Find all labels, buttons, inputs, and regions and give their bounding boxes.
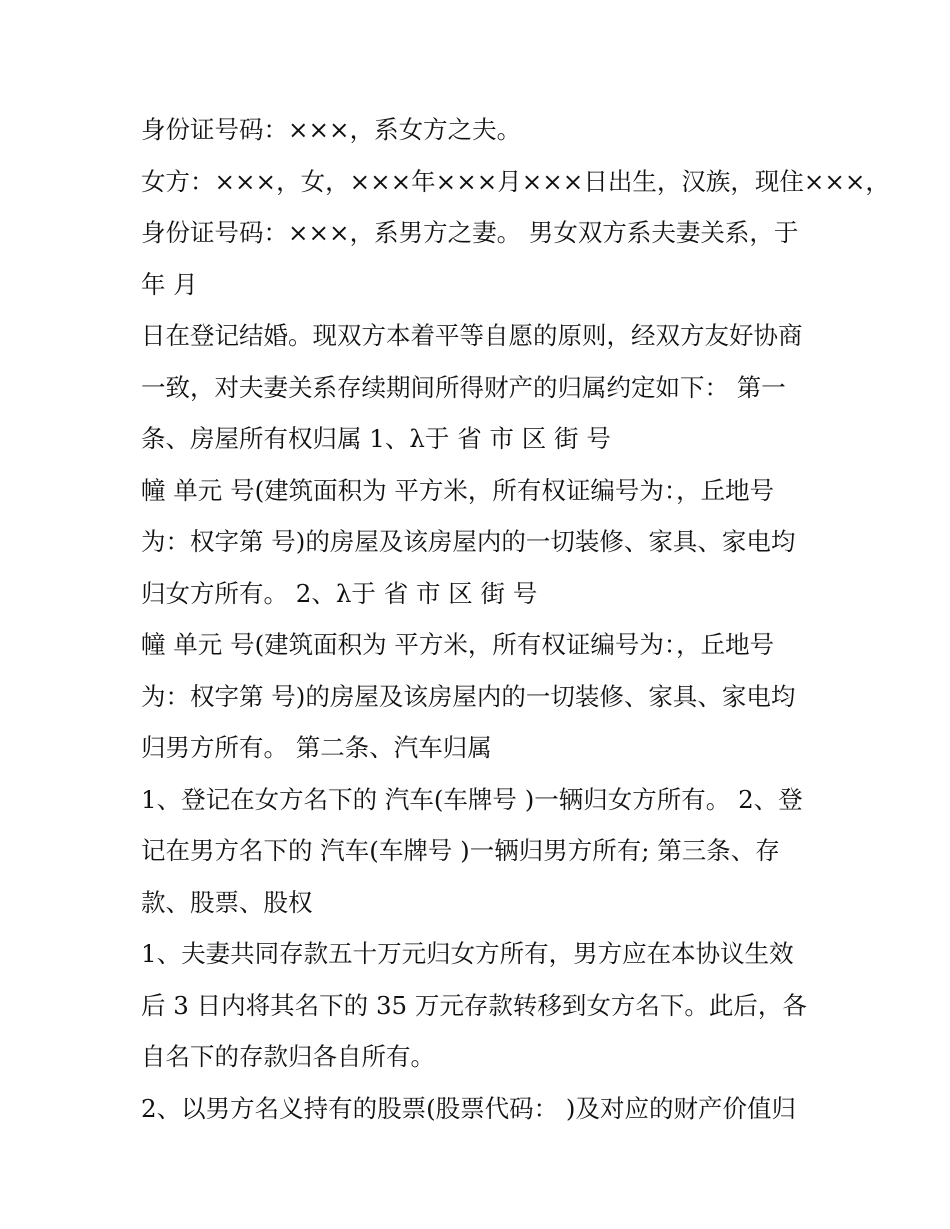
text-line: 记在男方名下的 汽车(车牌号 )一辆归男方所有; 第三条、存 xyxy=(141,836,780,865)
text-line: 1、夫妻共同存款五十万元归女方所有，男方应在本协议生效 xyxy=(141,939,794,968)
text-line: 条、房屋所有权归属 1、λ于 省 市 区 街 号 xyxy=(141,424,611,453)
text-line: 归男方所有。 第二条、汽车归属 xyxy=(141,733,492,762)
text-line: 一致，对夫妻关系存续期间所得财产的归属约定如下： 第一 xyxy=(141,372,786,402)
text-line: 幢 单元 号(建筑面积为 平方米，所有权证编号为：，丘地号 xyxy=(141,475,775,505)
text-line: 自名下的存款归各自所有。 xyxy=(141,1042,435,1071)
text-line: 款、股票、股权 xyxy=(141,887,313,917)
text-line: 后 3 日内将其名下的 35 万元存款转移到女方名下。此后，各 xyxy=(141,990,807,1020)
text-line: 年 月 xyxy=(141,269,198,299)
text-line: 幢 单元 号(建筑面积为 平方米，所有权证编号为：，丘地号 xyxy=(141,630,775,659)
document-body xyxy=(141,104,890,1134)
text-line: 日在登记结婚。现双方本着平等自愿的原则，经双方友好协商 xyxy=(141,321,803,350)
text-line: 身份证号码：×××，系女方之夫。 xyxy=(141,115,522,144)
text-line: 为：权字第 号)的房屋及该房屋内的一切装修、家具、家电均 xyxy=(141,527,796,556)
text-line: 为：权字第 号)的房屋及该房屋内的一切装修、家具、家电均 xyxy=(141,681,796,711)
text-line: 女方：×××，女，×××年×××月×××日出生，汉族，现住×××， xyxy=(141,166,890,196)
text-line: 2、以男方名义持有的股票(股票代码： )及对应的财产价值归 xyxy=(141,1093,796,1123)
text-line: 1、登记在女方名下的 汽车(车牌号 )一辆归女方所有。 2、登 xyxy=(141,784,803,814)
text-line: 归女方所有。 2、λ于 省 市 区 街 号 xyxy=(141,578,538,608)
text-line: 身份证号码：×××，系男方之妻。 男女双方系夫妻关系，于 xyxy=(141,218,799,247)
